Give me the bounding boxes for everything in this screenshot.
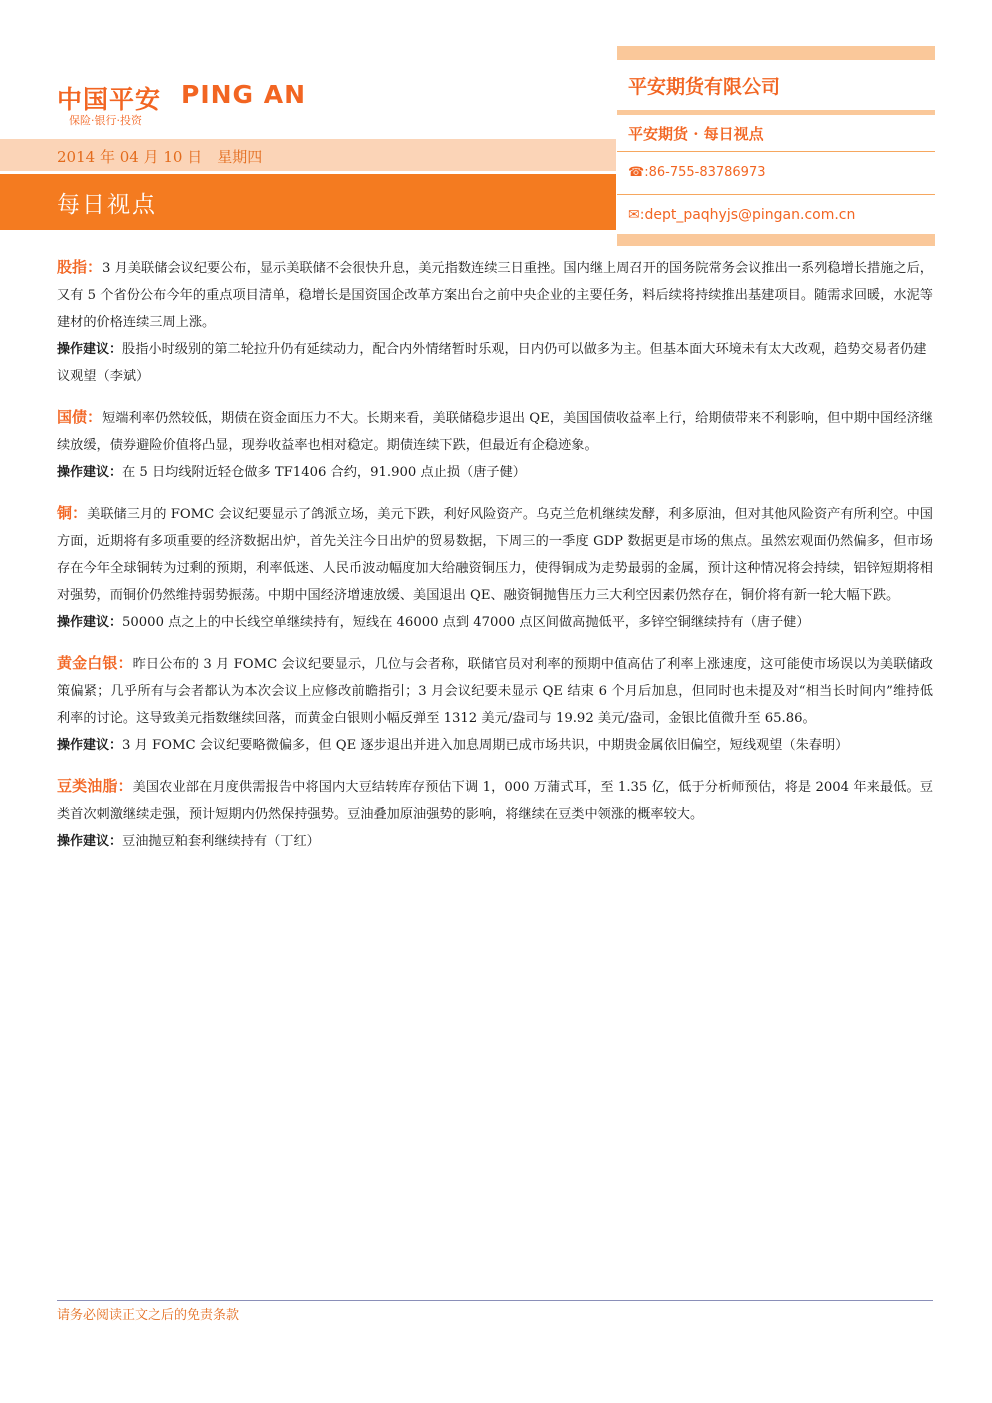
email-address[interactable]: :dept_paqhyjs@pingan.com.cn — [639, 207, 856, 223]
phone-line — [628, 165, 766, 180]
email-icon: ✉ — [628, 207, 640, 223]
advice-label: 操作建议： — [57, 342, 123, 357]
section-keyword: 豆类油脂： — [57, 777, 133, 795]
section-keyword: 国债： — [57, 408, 103, 426]
advice-label: 操作建议： — [57, 465, 123, 480]
advice-label: 操作建议： — [57, 615, 123, 630]
panel-rule — [617, 151, 935, 152]
footer-rule — [57, 1300, 933, 1301]
logo-tagline: 保险·银行·投资 — [69, 114, 142, 127]
report-title: 每日视点 — [57, 192, 157, 218]
advice-text: 50000 点之上的中长线空单继续持有，短线在 46000 点到 47000 点区间做高抛低平，多锌空铜继续持有（唐子健） — [122, 615, 810, 630]
advice-text: 豆油抛豆粕套利继续持有（丁红） — [122, 834, 320, 849]
advice-text: 在 5 日均线附近轻仓做多 TF1406 合约，91.900 点止损（唐子健） — [122, 465, 526, 480]
section-stock-index — [57, 254, 933, 390]
advice-text: 3 月 FOMC 会议纪要略微偏多，但 QE 逐步退出并进入加息周期已成市场共识，中期贵金属依旧偏空，短线观望（朱春明） — [122, 738, 849, 753]
logo-brand-cn: 中国平安 — [57, 85, 162, 114]
section-keyword: 铜： — [57, 504, 88, 522]
advice-label: 操作建议： — [57, 738, 123, 753]
advice-label: 操作建议： — [57, 834, 123, 849]
section-body: 美国农业部在月度供需报告中将国内大豆结转库存预估下调 1，000 万蒲式耳，至 1.35 亿，低于分析师预估，将是 2004 年来最低。豆类首次刺激继续走强，预计短期内仍然保持强势。豆油叠加原油强势的影响，将继续在豆类中领涨的概率较大。 — [57, 780, 933, 822]
right-panel-bottom-bar — [617, 234, 935, 246]
phone-icon: ☎ — [628, 165, 645, 180]
phone-number: :86-755-83786973 — [644, 165, 766, 180]
section-keyword: 黄金白银： — [57, 654, 133, 672]
section-soy-oils — [57, 773, 933, 855]
section-body: 3 月美联储会议纪要公布，显示美联储不会很快升息，美元指数连续三日重挫。国内继上周召开的国务院常务会议推出一系列稳增长措施之后，又有 5 个省份公布今年的重点项目清单，稳增长是国资国企改革方案出台之前中央企业的主要任务，料后续将持续推出基建项目。随需求回暖，水泥等建材的价格连续三周上涨。 — [57, 261, 933, 330]
report-date: 2014 年 04 月 10 日 星期四 — [57, 148, 263, 166]
disclaimer-notice: 请务必阅读正文之后的免责条款 — [57, 1308, 240, 1323]
right-panel-top-bar — [617, 46, 935, 60]
company-name: 平安期货有限公司 — [628, 76, 781, 98]
right-panel-divider — [617, 110, 935, 115]
report-content — [57, 254, 933, 869]
logo-brand-en: PING AN — [181, 80, 307, 109]
panel-subtitle: 平安期货 · 每日视点 — [628, 125, 764, 143]
email-line[interactable] — [628, 207, 855, 223]
advice-text: 股指小时级别的第二轮拉升仍有延续动力，配合内外情绪暂时乐观，日内仍可以做多为主。但基本面大环境未有太大改观，趋势交易者仍建议观望（李斌） — [57, 342, 927, 384]
section-gold-silver — [57, 650, 933, 759]
section-copper — [57, 500, 933, 636]
section-body: 短端利率仍然较低，期债在资金面压力不大。长期来看，美联储稳步退出 QE，美国国债收益率上行，给期债带来不利影响，但中期中国经济继续放缓，债券避险价值将凸显，现券收益率也相对稳定。期债连续下跌，但最近有企稳迹象。 — [57, 411, 933, 453]
section-keyword: 股指： — [57, 258, 103, 276]
pingan-logo — [57, 80, 317, 130]
section-body: 昨日公布的 3 月 FOMC 会议纪要显示，几位与会者称，联储官员对利率的预期中值高估了利率上涨速度，这可能使市场误以为美联储政策偏紧；几乎所有与会者都认为本次会议上应修改前瞻指引；3 月会议纪要未显示 QE 结束 6 个月后加息，但同时也未提及对“相当长时间内”维持低利率的讨论。这导致美元指数继续回落，而黄金白银则小幅反弹至 1312 美元/盎司与 19.92 美元/盎司，金银比值微升至 65.86。 — [57, 657, 933, 726]
section-treasury — [57, 404, 933, 486]
section-body: 美联储三月的 FOMC 会议纪要显示了鸽派立场，美元下跌，利好风险资产。乌克兰危机继续发酵，利多原油，但对其他风险资产有所利空。中国方面，近期将有多项重要的经济数据出炉，首先关注今日出炉的贸易数据，下周三的一季度 GDP 数据更是市场的焦点。虽然宏观面仍然偏多，但市场存在今年全球铜转为过剩的预期，利率低迷、人民币波动幅度加大给融资铜压力，使得铜成为走势最弱的金属，预计这种情况将会持续，铝锌短期将相对强势，而铜价仍然维持弱势振荡。中期中国经济增速放缓、美国退出 QE、融资铜抛售压力三大利空因素仍然存在，铜价将有新一轮大幅下跌。 — [57, 507, 933, 603]
panel-rule — [617, 194, 935, 195]
